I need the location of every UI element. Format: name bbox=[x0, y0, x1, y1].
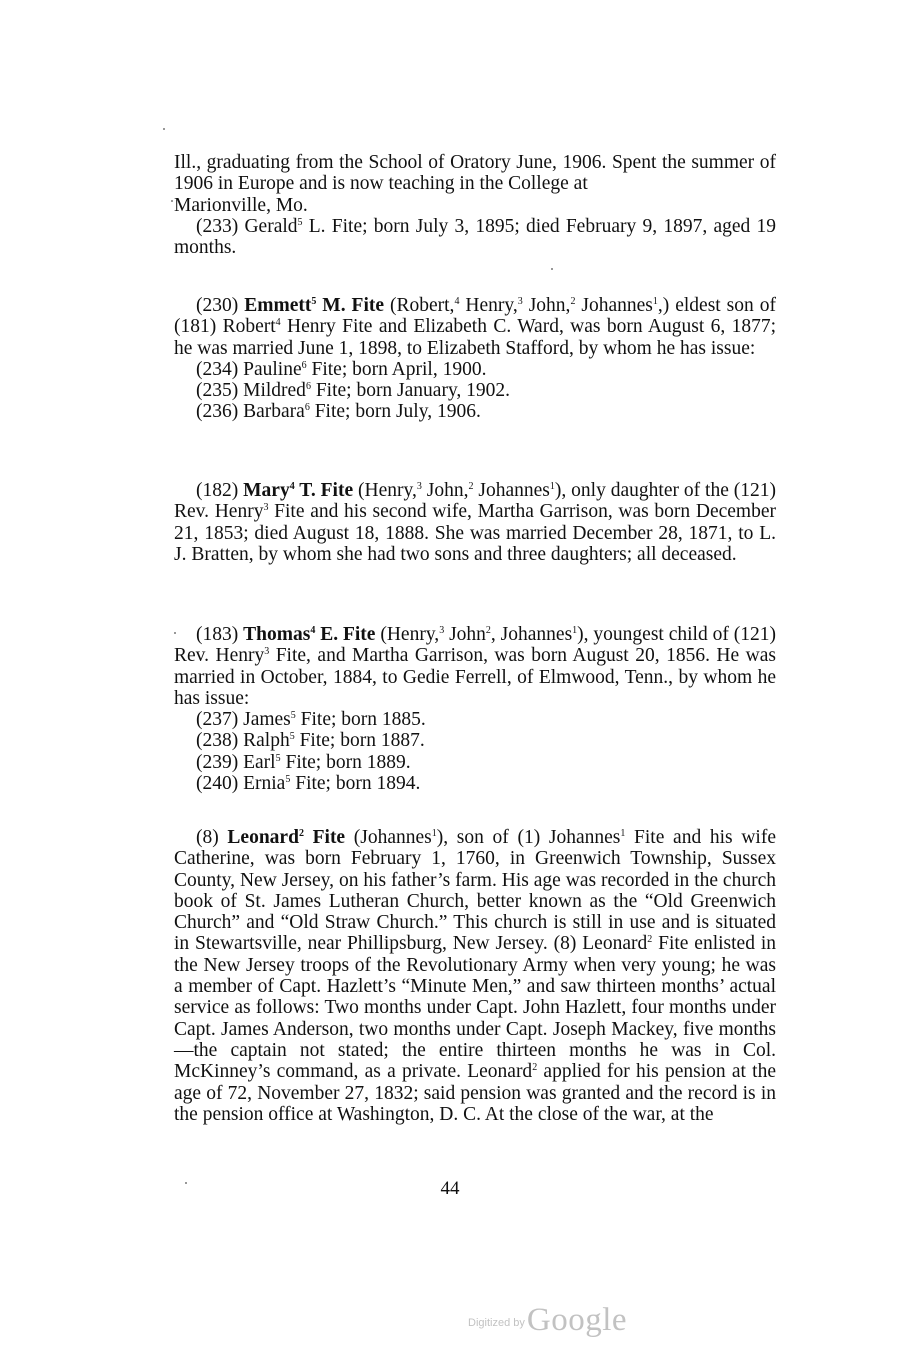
google-watermark bbox=[468, 1302, 627, 1339]
child-entry: (237) James$^5$ Fite; born 1885. bbox=[196, 709, 426, 731]
child-entry: (238) Ralph$^5$ Fite; born 1887. bbox=[196, 730, 425, 752]
entry-mary: (182) Mary$^4$ T. Fite (Henry,$^3$ John,$^2$ Johannes$^1$), only daughter of the (121) Rev. Henry$^3$ Fite and his second wife, Martha Garrison, was born December 21, 1853; died August 18, 1888. She was married December 28, 1871, to L. J. Bratten, by whom she had two sons and three daughters; all deceased. bbox=[174, 480, 776, 565]
page-number: 44 bbox=[440, 1178, 460, 1199]
entry-gerald: (233) Gerald$^5$ L. Fite; born July 3, 1895; died February 9, 1897, aged 19 months. bbox=[174, 215, 776, 259]
google-logo: Google bbox=[526, 1302, 628, 1338]
child-entry: (236) Barbara$^6$ Fite; born July, 1906. bbox=[196, 401, 481, 423]
child-entry: (235) Mildred$^6$ Fite; born January, 1902. bbox=[196, 380, 511, 402]
paragraph-continuation: Ill., graduating from the School of Oratory June, 1906. Spent the summer of 1906 in Europe and is now teaching in the College at Marionville, Mo. (233) Gerald$^5$ L. Fite; born July 3, 1895; died February 9, 1897, aged 19 months. bbox=[174, 152, 776, 259]
entry-thomas: (183) Thomas$^4$ E. Fite (Henry,$^3$ John$^2$, Johannes$^1$), youngest child of (121) Rev. Henry$^3$ Fite, and Martha Garrison, was born August 20, 1856. He was married in October, 1884, to Gedie Ferrell, of Elmwood, Tenn., by whom he has issue: (237) James$^5$ Fite; born 1885. (238) Ralph$^5$ Fite; born 1887. (239) Earl$^5$ Fite; born 1889. (240) Ernia$^5$ Fite; born 1894. bbox=[174, 624, 776, 795]
scan-speck bbox=[174, 632, 176, 634]
entry-leonard: (8) Leonard$^2$ Fite (Johannes$^1$), son of (1) Johannes$^1$ Fite and his wife Catherine, was born February 1, 1760, in Greenwich Township, Sussex County, New Jersey, on his father’s farm. His age was recorded in the church book of St. James Lutheran Church, better known as the “Old Greenwich Church” and “Old Straw Church.” This church is still in use and is situated in Stewartsville, near Phillipsburg, New Jersey. (8) Leonard$^2$ Fite enlisted in the New Jersey troops of the Revolutionary Army when very young; he was a member of Capt. Hazlett’s “Minute Men,” and saw thirteen months’ actual service as follows: Two months under Capt. John Hazlett, four months under Capt. James Anderson, two months under Capt. Joseph Mackey, five months—the captain not stated; the entire thirteen months he was in Col. McKinney’s command, as a private. Leonard$^2$ applied for his pension at the age of 72, November 27, 1832; said pension was granted and the record is in the pension office at Washington, D. C. At the close of the war, at the bbox=[174, 827, 776, 1125]
child-entry: (234) Pauline$^6$ Fite; born April, 1900. bbox=[196, 358, 487, 380]
scan-speck bbox=[171, 200, 173, 202]
child-entry: (239) Earl$^5$ Fite; born 1889. bbox=[196, 751, 411, 773]
child-entry: (240) Ernia$^5$ Fite; born 1894. bbox=[196, 773, 421, 795]
scan-speck bbox=[163, 128, 165, 130]
watermark-caption: Digitized by bbox=[468, 1317, 525, 1329]
scan-speck bbox=[185, 1182, 187, 1184]
scan-speck bbox=[551, 268, 553, 270]
entry-emmett: (230) Emmett$^5$ M. Fite (Robert,$^4$ Henry,$^3$ John,$^2$ Johannes$^1$,) eldest son of (181) Robert$^4$ Henry Fite and Elizabeth C. Ward, was born August 6, 1877; he was married June 1, 1898, to Elizabeth Stafford, by whom he has issue: (234) Pauline$^6$ Fite; born April, 1900. (235) Mildred$^6$ Fite; born January, 1902. (236) Barbara$^6$ Fite; born July, 1906. bbox=[174, 295, 776, 423]
